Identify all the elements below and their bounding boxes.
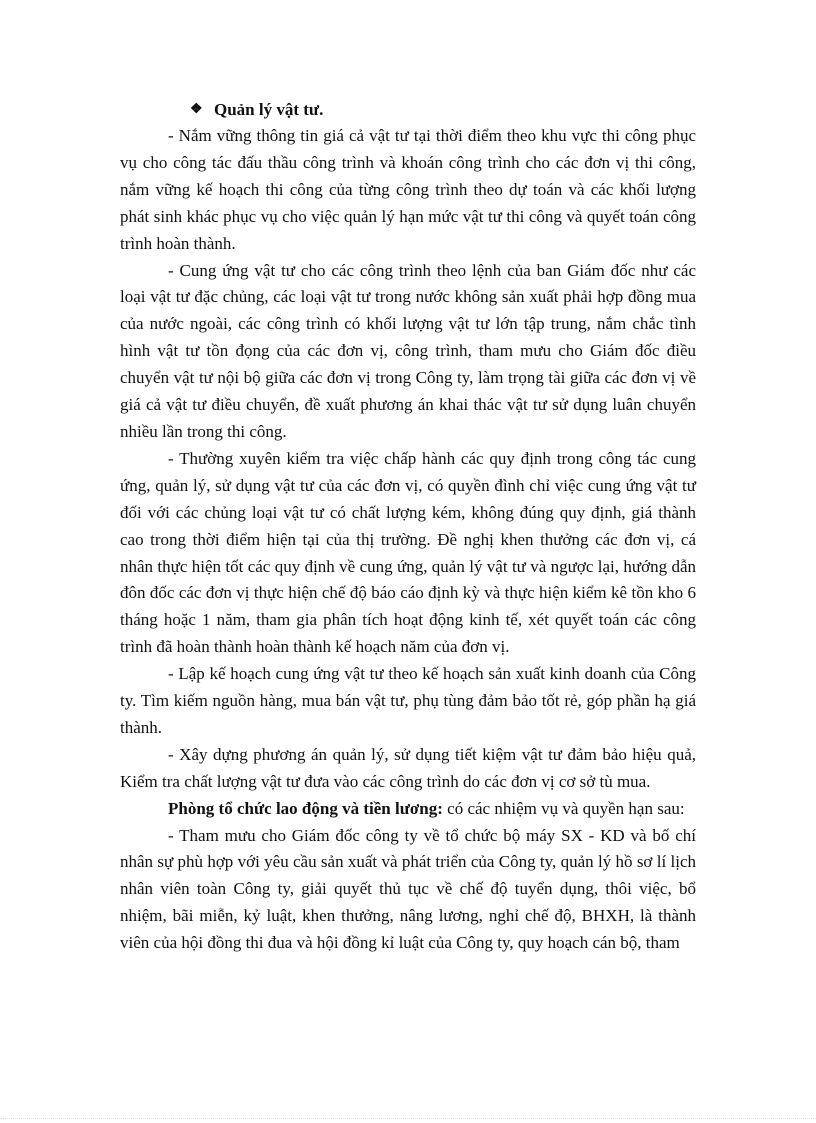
paragraph-1: - Nắm vững thông tin giá cả vật tư tại thời điểm theo khu vực thi công phục vụ cho công tác đấu thầu công trình và khoán công trình cho các đơn vị thi công, nắm vững kế hoạch thi công của từng công trình theo dự toán và các khối lượng phát sinh khác phục vụ cho việc quản lý hạn mức vật tư thi công và quyết toán công trình hoàn thành. [120, 126, 696, 253]
paragraph-5: - Xây dựng phương án quản lý, sử dụng tiết kiệm vật tư đảm bảo hiệu quả, Kiểm tra chất lượng vật tư đưa vào các công trình do các đơn vị cơ sở tù mua. [120, 744, 696, 791]
paragraph-6: - Tham mưu cho Giám đốc công ty về tổ chức bộ máy SX - KD và bố chí nhân sự phù hợp với yêu cầu sản xuất và phát triển của Công ty, quản lý hồ sơ lí lịch nhân viên toàn Công ty, giải quyết thủ tục về chế độ tuyển dụng, thôi việc, bổ nhiệm, bãi miễn, kỷ luật, khen thưởng, nâng lương, nghỉ chế độ, BHXH, là thành viên của hội đồng thi đua và hội đồng kỉ luật của Công ty, quy hoạch cán bộ, tham [120, 825, 696, 953]
document-page [120, 96, 696, 957]
section-heading [190, 96, 696, 123]
heading-text: Quản lý vật tư. [214, 100, 324, 119]
paragraph-2: - Cung ứng vật tư cho các công trình theo lệnh của ban Giám đốc như các loại vật tư đặc chủng, các loại vật tư trong nước không sản xuất phải hợp đồng mua của nước ngoài, các công trình có khối lượng vật tư lớn tập trung, nắm chắc tình hình vật tư tồn đọng của các đơn vị, công trình, tham mưu cho Giám đốc điều chuyển vật tư nội bộ giữa các đơn vị trong Công ty, làm trọng tài giữa các đơn vị về giá cả vật tư điều chuyển, đề xuất phương án khai thác vật tư sử dụng luân chuyển nhiều lần trong thi công. [120, 260, 696, 441]
page-bottom-rule [0, 1118, 816, 1119]
paragraph-4: - Lập kế hoạch cung ứng vật tư theo kế hoạch sản xuất kinh doanh của Công ty. Tìm kiếm nguồn hàng, mua bán vật tư, phụ tùng đảm bảo tốt rẻ, góp phần hạ giá thành. [120, 664, 696, 737]
section2-lead-rest: có các nhiệm vụ và quyền hạn sau: [442, 798, 685, 818]
paragraph-3: - Thường xuyên kiểm tra việc chấp hành các quy định trong công tác cung ứng, quản lý, sử dụng vật tư của các đơn vị, có quyền đình chỉ việc cung ứng vật tư đối với các chủng loại vật tư có chất lượng kém, không đúng quy định, giá thành cao trong thời điểm hiện tại của thị trường. Đề nghị khen thưởng các đơn vị, cá nhân thực hiện tốt các quy định về cung ứng, quản lý vật tư và ngược lại, hướng dẫn đôn đốc các đơn vị thực hiện chế độ báo cáo định kỳ và thực hiện kiểm kê tồn kho 6 tháng hoặc 1 năm, tham gia phân tích hoạt động kinh tế, xét quyết toán các công trình đã hoàn thành hoàn thành kế hoạch năm của đơn vị. [120, 448, 696, 657]
section2-lead [120, 796, 696, 823]
section2-lead-bold: Phòng tổ chức lao động và tiền lương: [168, 798, 443, 818]
diamond-bullet-icon: ❖ [190, 102, 203, 117]
